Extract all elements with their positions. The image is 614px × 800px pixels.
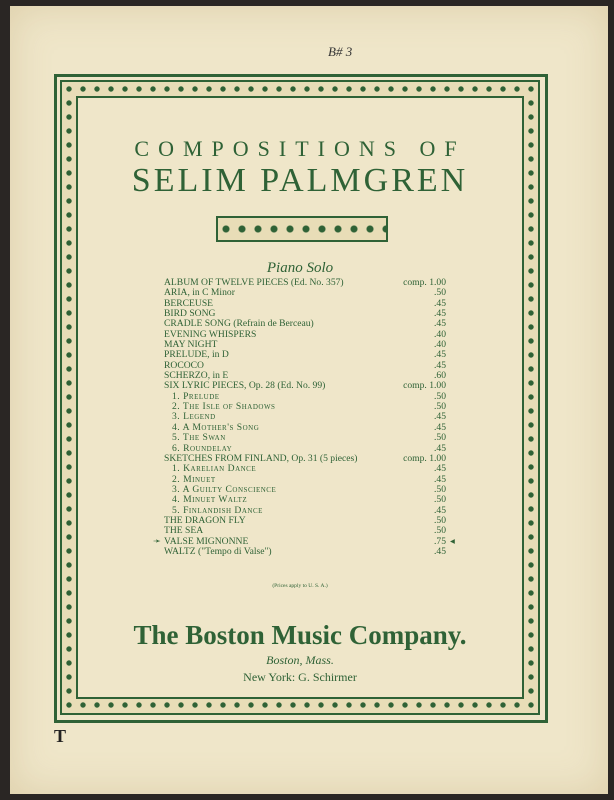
item-price: .50: [434, 483, 446, 495]
item-title: 6. Roundelay: [172, 442, 233, 454]
item-title: ALBUM OF TWELVE PIECES (Ed. No. 357): [164, 277, 344, 288]
item-title: 3. Legend: [172, 411, 216, 423]
item-price: .45: [434, 411, 446, 423]
item-price: .45: [434, 421, 446, 433]
item-price: .45: [434, 463, 446, 475]
composition-list: [153, 277, 504, 557]
item-price: comp. 1.00: [403, 277, 446, 288]
item-price: .75: [434, 535, 446, 547]
item-price: .45: [434, 442, 446, 454]
item-price: .45: [434, 359, 446, 371]
content-panel: [76, 96, 524, 699]
arrow-right-icon: ➛: [153, 535, 162, 547]
item-price: .50: [434, 401, 446, 413]
handwritten-note: B# 3: [328, 44, 353, 59]
item-title: VALSE MIGNONNE: [164, 535, 249, 547]
item-price: .45: [434, 504, 446, 516]
composer-name: SELIM PALMGREN: [131, 162, 469, 199]
item-price: .45: [434, 545, 446, 557]
list-item: [164, 464, 504, 474]
list-item: [164, 288, 504, 298]
item-title: SKETCHES FROM FINLAND, Op. 31 (5 pieces): [164, 452, 358, 464]
new-york-agent: New York: G. Schirmer: [243, 670, 357, 684]
item-price: .50: [434, 390, 446, 402]
item-price: .50: [434, 494, 446, 506]
item-price: .45: [434, 473, 446, 485]
item-price: .50: [434, 525, 446, 537]
item-title: 1. Prelude: [172, 390, 220, 402]
item-title: CRADLE SONG (Refrain de Berceau): [164, 318, 314, 330]
item-title: EVENING WHISPERS: [164, 328, 257, 340]
item-price: .40: [434, 339, 446, 351]
item-title: 4. Minuet Waltz: [172, 494, 248, 506]
item-title: BERCEUSE: [164, 297, 214, 309]
item-title: SCHERZO, in E: [164, 370, 229, 382]
item-price: .45: [434, 318, 446, 330]
item-price: .45: [434, 349, 446, 361]
item-price: .40: [434, 328, 446, 340]
list-item: [164, 299, 504, 309]
item-title: SIX LYRIC PIECES, Op. 28 (Ed. No. 99): [164, 380, 326, 392]
item-price: .50: [434, 432, 446, 444]
item-title: ROCOCO: [164, 359, 204, 371]
item-title: 5. Finlandish Dance: [172, 504, 263, 516]
item-price: .60: [434, 370, 446, 382]
item-price: .45: [434, 297, 446, 309]
item-title: 4. A Mother's Song: [172, 421, 260, 433]
item-price: comp. 1.00: [403, 380, 446, 392]
item-title: 2. Minuet: [172, 473, 216, 485]
ornament-icon: [216, 216, 388, 242]
item-title: WALTZ ("Tempo di Valse"): [164, 545, 272, 557]
item-title: 5. The Swan: [172, 432, 226, 444]
publisher-city: Boston, Mass.: [266, 653, 334, 667]
publisher-name: The Boston Music Company.: [133, 620, 467, 650]
list-item: [164, 495, 504, 505]
item-price: .50: [434, 287, 446, 299]
item-price: .50: [434, 514, 446, 526]
item-title: BIRD SONG: [164, 308, 216, 320]
item-title: THE DRAGON FLY: [164, 514, 246, 526]
item-price: comp. 1.00: [403, 452, 446, 464]
heading-compositions: COMPOSITIONS OF: [134, 136, 466, 161]
item-title: ARIA, in C Minor: [164, 287, 235, 299]
list-item: [164, 547, 504, 557]
item-title: MAY NIGHT: [164, 339, 218, 351]
corner-mark: T: [54, 726, 67, 746]
list-item: [164, 516, 504, 526]
list-item: [164, 350, 504, 360]
sheet-music-cover: [10, 6, 608, 794]
prices-note: (Prices apply to U. S. A.): [272, 583, 328, 589]
item-title: 3. A Guilty Conscience: [172, 483, 277, 495]
list-item: [164, 433, 504, 443]
item-title: PRELUDE, in D: [164, 349, 229, 361]
section-title: Piano Solo: [266, 260, 334, 276]
item-title: THE SEA: [164, 525, 204, 537]
item-title: 1. Karelian Dance: [172, 463, 257, 475]
item-price: .45: [434, 308, 446, 320]
item-title: 2. The Isle of Shadows: [172, 401, 276, 413]
arrow-left-icon: ◂: [450, 535, 455, 547]
